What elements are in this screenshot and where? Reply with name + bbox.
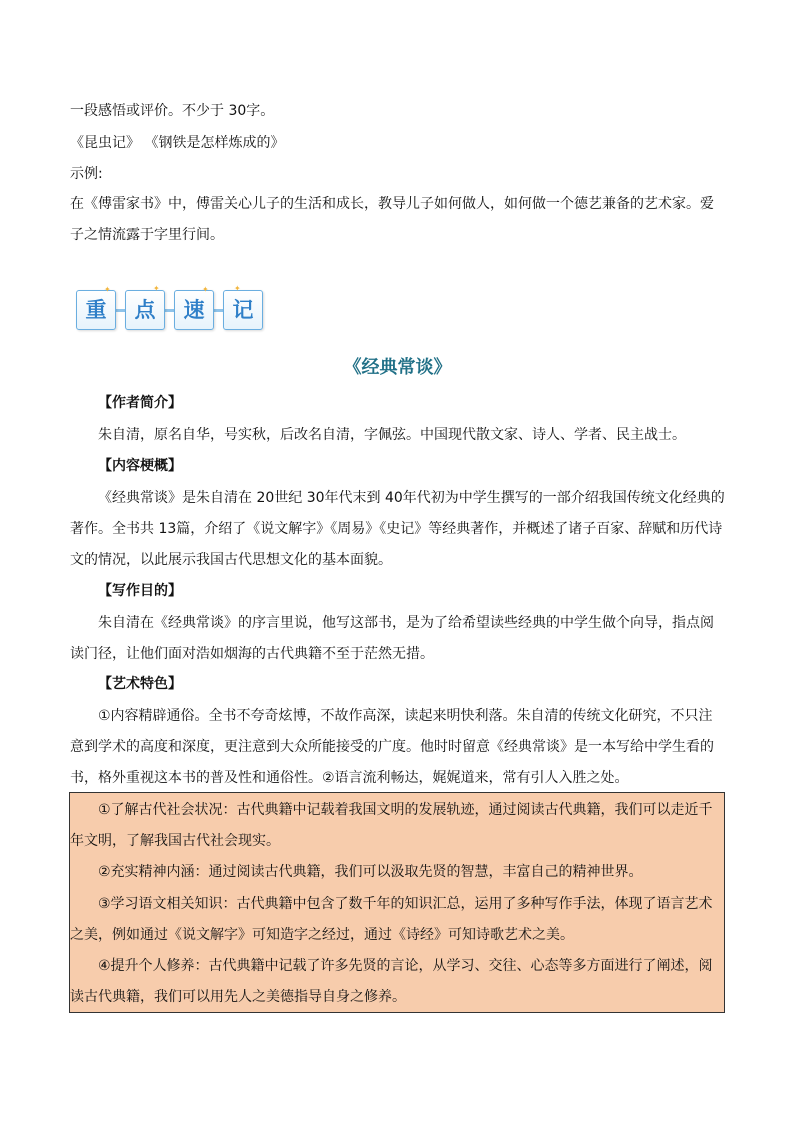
section-heading-features: 【艺术特色】 — [98, 676, 182, 692]
banner-tile-4: 记 — [223, 290, 263, 330]
example-label: 示例: — [70, 166, 103, 182]
box-item-4: ④提升个人修养：古代典籍中记载了许多先贤的言论，从学习、交往、心态等多方面进行了阐述，阅读古代典籍，我们可以用先人之美德指导自身之修养。 — [70, 958, 713, 1005]
sparkle-icon: ✦ — [153, 284, 160, 293]
intro-line-1: 一段感悟或评价。不少于 30字。 — [70, 103, 275, 119]
banner-tile-2: 点 — [125, 290, 165, 330]
section-text-summary: 《经典常谈》是朱自清在 20世纪 30年代末到 40年代初为中学生撰写的一部介绍我国传统文化经典的著作。全书共 13篇，介绍了《说文解字》《周易》《史记》等经典著作，并概述了诸子百家、辞赋和历代诗文的情况，以此展示我国古代思想文化的基本面貌。 — [70, 490, 725, 568]
box-item-2: ②充实精神内涵：通过阅读古代典籍，我们可以汲取先贤的智慧，丰富自己的精神世界。 — [98, 864, 643, 880]
intro-line-2: 《昆虫记》 《钢铁是怎样炼成的》 — [70, 135, 285, 151]
section-text-features: ①内容精辟通俗。全书不夸奇炫博，不故作高深，读起来明快利落。朱自清的传统文化研究，不只注意到学术的高度和深度，更注意到大众所能接受的广度。他时时留意《经典常谈》是一本写给中学生看的书，格外重视这本书的普及性和通俗性。②语言流利畅达，娓娓道来，常有引人入胜之处。 — [70, 708, 714, 786]
section-heading-purpose: 【写作目的】 — [98, 583, 182, 599]
section-heading-author: 【作者简介】 — [98, 395, 182, 411]
key-points-banner — [76, 284, 266, 330]
sparkle-icon: ✦ — [104, 285, 111, 294]
reading-value-box — [69, 792, 725, 1013]
example-text: 在《傅雷家书》中，傅雷关心儿子的生活和成长，教导儿子如何做人，如何做一个德艺兼备的艺术家。爱子之情流露于字里行间。 — [70, 196, 714, 243]
banner-tile-1: 重 — [76, 290, 116, 330]
sparkle-icon: ✦ — [234, 284, 241, 293]
banner-tile-3: 速 — [174, 290, 214, 330]
section-text-author: 朱自清，原名自华，号实秋，后改名自清，字佩弦。中国现代散文家、诗人、学者、民主战士。 — [98, 427, 686, 443]
section-text-purpose: 朱自清在《经典常谈》的序言里说，他写这部书，是为了给希望读些经典的中学生做个向导，指点阅读门径，让他们面对浩如烟海的古代典籍不至于茫然无措。 — [70, 615, 714, 662]
book-title: 《经典常谈》 — [343, 357, 452, 378]
box-item-3: ③学习语文相关知识：古代典籍中包含了数千年的知识汇总，运用了多种写作手法，体现了语言艺术之美，例如通过《说文解字》可知造字之经过，通过《诗经》可知诗歌艺术之美。 — [70, 896, 713, 943]
box-item-1: ①了解古代社会状况：古代典籍中记载着我国文明的发展轨迹，通过阅读古代典籍，我们可以走近千年文明，了解我国古代社会现实。 — [70, 802, 713, 849]
sparkle-icon: ✦ — [202, 285, 209, 294]
section-heading-summary: 【内容梗概】 — [98, 458, 182, 474]
